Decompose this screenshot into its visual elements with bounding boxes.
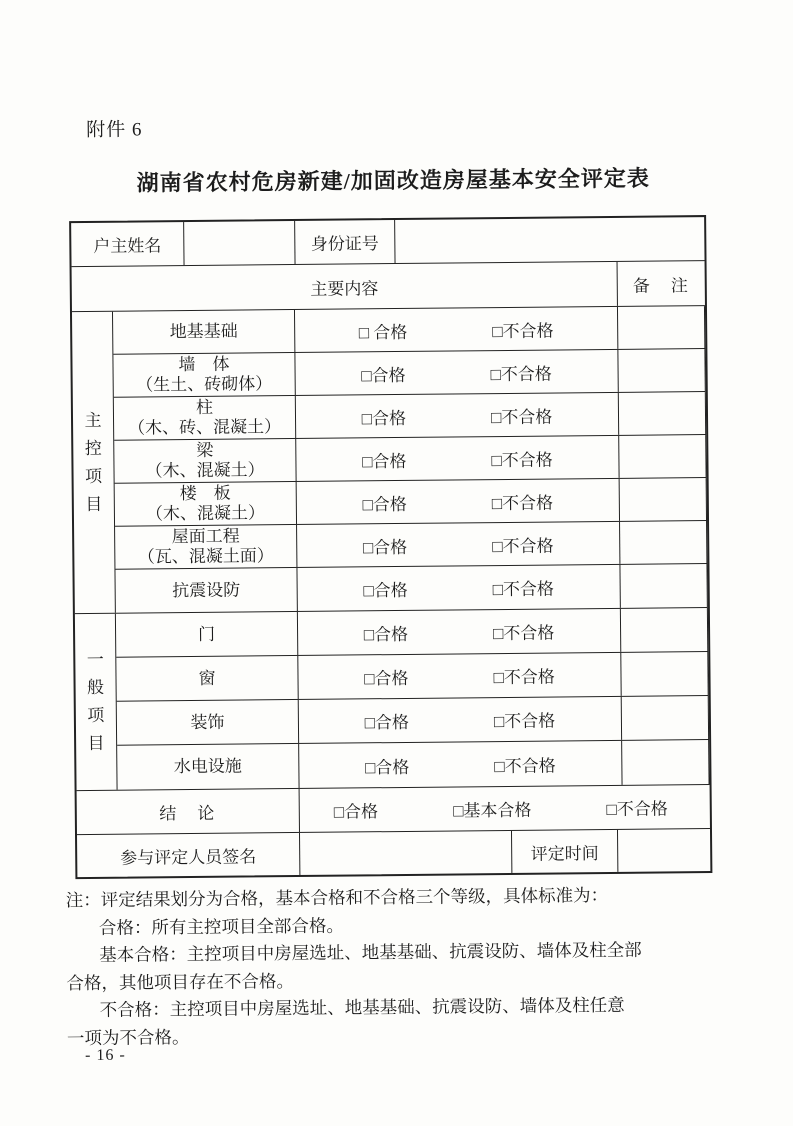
signature-label: 参与评定人员签名 [77, 833, 300, 877]
note-line: 基本合格：主控项目中房屋选址、地基基础、抗震设防、墙体及柱全部 [99, 939, 642, 965]
remark-cell[interactable] [620, 564, 707, 608]
table-row-owner-info [71, 217, 704, 267]
assessment-table [69, 215, 712, 879]
assessment-time-field[interactable] [618, 829, 710, 872]
remark-cell[interactable] [619, 392, 706, 435]
note-line: 注：评定结果划分为合格，基本合格和不合格三个等级，具体标准为： [65, 885, 609, 911]
item-name: 墙 体 （生土、砖砌体） [113, 353, 295, 397]
table-row [115, 564, 707, 613]
checkbox-fail[interactable]: □不合格 [491, 493, 554, 513]
group-label-cell [75, 614, 118, 790]
group-main-control-items [72, 306, 708, 614]
item-name: 柱 （木、砖、混凝土） [114, 396, 296, 440]
option-cell [297, 479, 620, 524]
checkbox-pass[interactable]: □合格 [333, 802, 379, 822]
remark-cell[interactable] [620, 521, 707, 564]
remark-header: 备 注 [632, 275, 690, 296]
checkbox-fail[interactable]: □不合格 [606, 799, 668, 820]
table-row [114, 392, 706, 441]
item-name: 门 [116, 612, 298, 657]
group-general-items [75, 608, 710, 791]
table-row-conclusion [77, 785, 710, 835]
checkbox-pass[interactable]: □合格 [365, 757, 410, 777]
remark-cell[interactable] [622, 740, 709, 785]
note-line: 不合格：主控项目中房屋选址、地基基础、抗震设防、墙体及柱任意 [99, 994, 625, 1020]
item-name: 装饰 [117, 700, 299, 745]
checkbox-pass[interactable]: □合格 [362, 451, 407, 471]
item-name: 楼 板 （木、混凝土） [115, 482, 297, 526]
option-cell [299, 741, 622, 788]
item-name: 梁 （木、混凝土） [114, 439, 296, 483]
option-cell [298, 653, 621, 699]
id-number-field[interactable] [395, 217, 704, 263]
option-cell [298, 609, 621, 655]
option-cell [296, 436, 619, 481]
checkbox-fail[interactable]: □不合格 [490, 407, 553, 427]
assessment-time-label: 评定时间 [512, 830, 618, 873]
page-title: 湖南省农村危房新建/加固改造房屋基本安全评定表 [136, 165, 650, 196]
owner-name-field[interactable] [184, 221, 295, 265]
note-line: 合格，其他项目存在不合格。 [66, 970, 295, 993]
conclusion-label: 结 论 [77, 789, 300, 834]
table-row [114, 435, 706, 484]
table-row [116, 652, 708, 702]
option-cell [297, 565, 620, 611]
checkbox-basic-pass[interactable]: □基本合格 [453, 800, 532, 821]
option-cell [297, 522, 620, 567]
checkbox-fail[interactable]: □不合格 [491, 450, 553, 470]
checkbox-fail[interactable]: □不合格 [492, 536, 554, 556]
table-row-column-headers [72, 261, 705, 312]
attachment-label: 附件 6 [86, 119, 143, 141]
table-row [117, 696, 709, 746]
main-content-header: 主要内容 [72, 262, 618, 311]
note-line: 合格：所有主控项目全部合格。 [98, 915, 344, 938]
group-label-general: 一般项目 [86, 649, 105, 754]
item-name: 抗震设防 [115, 568, 297, 613]
table-row [116, 608, 708, 658]
conclusion-options [300, 785, 710, 832]
checkbox-fail[interactable]: □不合格 [492, 579, 555, 600]
note-line: 一项为不合格。 [66, 1026, 190, 1048]
table-row-signature [77, 829, 710, 877]
checkbox-fail[interactable]: □不合格 [493, 711, 556, 732]
table-row [117, 740, 709, 790]
remark-cell[interactable] [621, 652, 708, 696]
group-label-cell [72, 312, 116, 613]
option-cell [299, 697, 622, 743]
remark-cell[interactable] [620, 478, 707, 521]
item-name: 窗 [116, 656, 298, 701]
item-name: 屋面工程 （瓦、混凝土面） [115, 525, 297, 569]
option-cell [295, 350, 618, 395]
remark-cell[interactable] [618, 349, 705, 392]
table-row [115, 478, 707, 527]
option-cell [295, 307, 618, 352]
checkbox-pass[interactable]: □合格 [361, 365, 406, 385]
checkbox-pass[interactable]: □合格 [363, 624, 409, 645]
checkbox-fail[interactable]: □不合格 [493, 667, 555, 688]
group-label-main-control: 主控项目 [84, 410, 103, 514]
notes [66, 881, 736, 1052]
owner-name-label: 户主姓名 [71, 222, 184, 266]
remark-cell[interactable] [619, 435, 706, 478]
checkbox-pass[interactable]: □合格 [362, 494, 407, 514]
item-name: 地基基础 [113, 310, 295, 354]
checkbox-pass[interactable]: □合格 [364, 668, 409, 689]
checkbox-fail[interactable]: □不合格 [494, 756, 556, 776]
item-name: 水电设施 [117, 744, 299, 790]
remark-cell[interactable] [618, 306, 705, 349]
checkbox-pass[interactable]: □合格 [362, 537, 408, 557]
table-row [115, 521, 707, 570]
checkbox-fail[interactable]: □不合格 [490, 364, 552, 384]
checkbox-fail[interactable]: □不合格 [493, 623, 555, 644]
id-number-label: 身份证号 [295, 220, 395, 264]
checkbox-pass[interactable]: □ 合格 [358, 322, 408, 342]
signature-field[interactable] [300, 831, 512, 875]
checkbox-pass[interactable]: □合格 [361, 408, 407, 428]
checkbox-pass[interactable]: □合格 [364, 712, 410, 733]
remark-cell[interactable] [621, 608, 708, 652]
page-number: - 16 - [85, 1046, 126, 1065]
table-row [113, 349, 705, 398]
table-row [113, 306, 705, 355]
option-cell [296, 393, 619, 438]
checkbox-pass[interactable]: □合格 [363, 580, 408, 601]
checkbox-fail[interactable]: □不合格 [492, 321, 554, 341]
remark-cell[interactable] [622, 696, 709, 740]
